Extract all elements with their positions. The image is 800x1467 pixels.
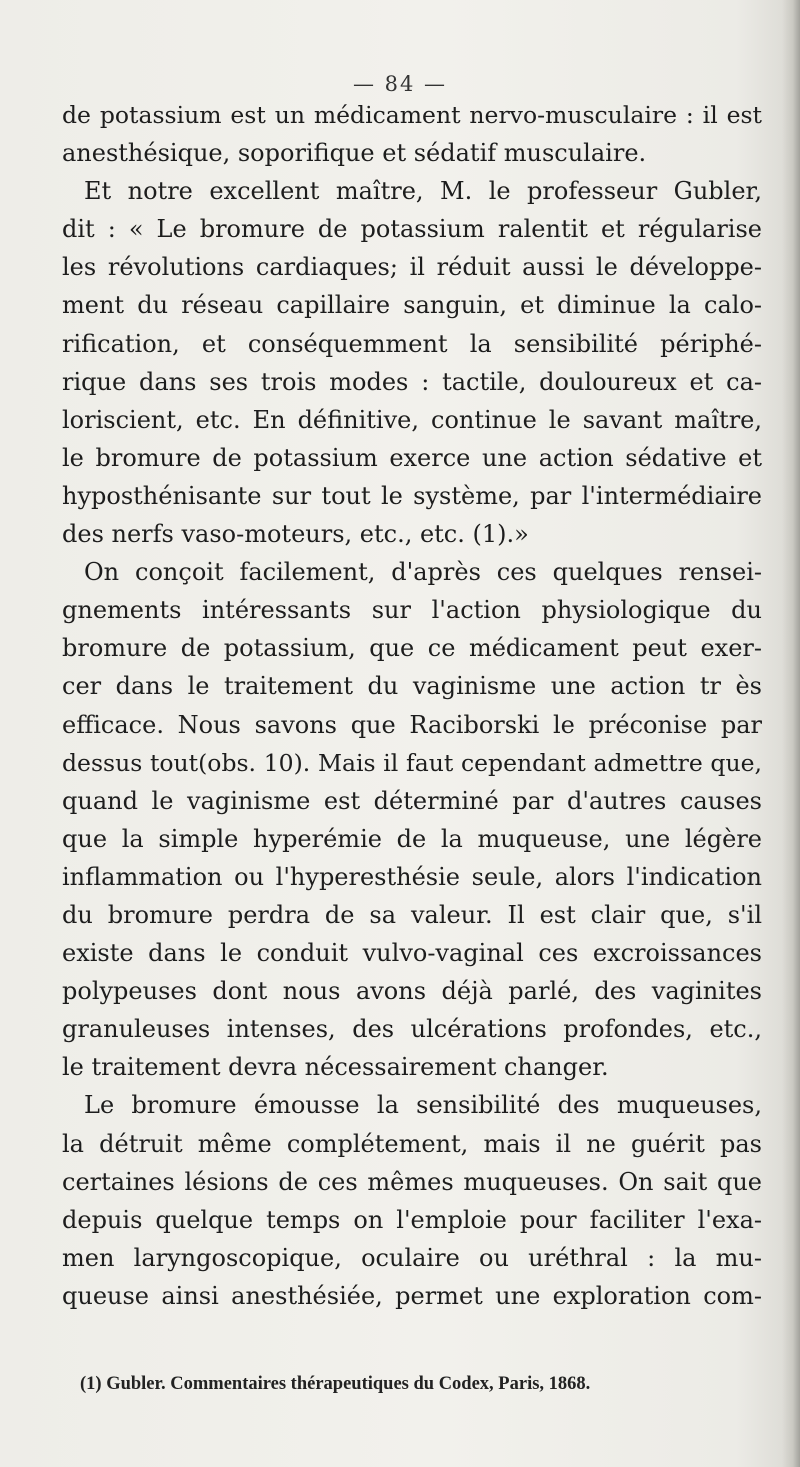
text-line: du bromure perdra de sa valeur. Il est clair que, s'il: [62, 900, 762, 929]
text-line: dessus tout(obs. 10). Mais il faut cependant admettre que,: [62, 748, 762, 777]
text-line: Le bromure émousse la sensibilité des muqueuses,: [84, 1091, 762, 1120]
text-line: rique dans ses trois modes : tactile, douloureux et ca-: [62, 367, 762, 396]
text-line: Et notre excellent maître, M. le professeur Gubler,: [84, 177, 762, 206]
footnote: (1) Gubler. Commentaires thérapeutiques du Codex, Paris, 1868.: [80, 1374, 591, 1394]
page-edge-shadow: [782, 0, 800, 1467]
text-line: la détruit même complétement, mais il ne guérit pas: [62, 1129, 762, 1158]
text-line: gnements intéressants sur l'action physiologique du: [62, 596, 762, 625]
text-line: des nerfs vaso-moteurs, etc., etc. (1).»: [62, 520, 529, 549]
text-line: que la simple hyperémie de la muqueuse, une légère: [62, 824, 762, 853]
text-line: rification, et conséquemment la sensibilité périphé-: [62, 329, 762, 358]
body-text: [62, 96, 762, 1315]
text-line: le traitement devra nécessairement changer.: [62, 1053, 609, 1082]
text-line: dit : « Le bromure de potassium ralentit et régularise: [62, 215, 762, 244]
text-line: loriscient, etc. En définitive, continue le savant maître,: [62, 405, 762, 434]
text-line: cer dans le traitement du vaginisme une action tr ès: [62, 672, 762, 701]
text-line: de potassium est un médicament nervo-musculaire : il est: [62, 101, 762, 129]
text-line: le bromure de potassium exerce une action sédative et: [62, 443, 762, 472]
text-line: inflammation ou l'hyperesthésie seule, alors l'indication: [62, 862, 762, 891]
text-line: polypeuses dont nous avons déjà parlé, des vaginites: [62, 977, 762, 1006]
page-number: — 84 —: [352, 72, 448, 96]
text-line: efficace. Nous savons que Raciborski le préconise par: [62, 710, 762, 739]
text-line: quand le vaginisme est déterminé par d'autres causes: [62, 786, 762, 815]
text-line: hyposthénisante sur tout le système, par l'intermédiaire: [62, 481, 762, 510]
text-line: depuis quelque temps on l'emploie pour faciliter l'exa-: [62, 1205, 762, 1234]
text-line: bromure de potassium, que ce médicament peut exer-: [62, 634, 762, 663]
text-line: granuleuses intenses, des ulcérations profondes, etc.,: [62, 1015, 762, 1044]
text-line: ment du réseau capillaire sanguin, et diminue la calo-: [62, 291, 762, 320]
text-line: les révolutions cardiaques; il réduit aussi le développe-: [62, 253, 762, 282]
text-line: certaines lésions de ces mêmes muqueuses. On sait que: [62, 1167, 762, 1196]
text-line: anesthésique, soporifique et sédatif musculaire.: [62, 139, 647, 168]
text-line: On conçoit facilement, d'après ces quelques rensei-: [84, 558, 762, 587]
text-line: queuse ainsi anesthésiée, permet une exploration com-: [62, 1281, 762, 1310]
text-line: existe dans le conduit vulvo-vaginal ces excroissances: [62, 939, 762, 968]
text-line: men laryngoscopique, oculaire ou uréthral : la mu-: [62, 1243, 762, 1272]
